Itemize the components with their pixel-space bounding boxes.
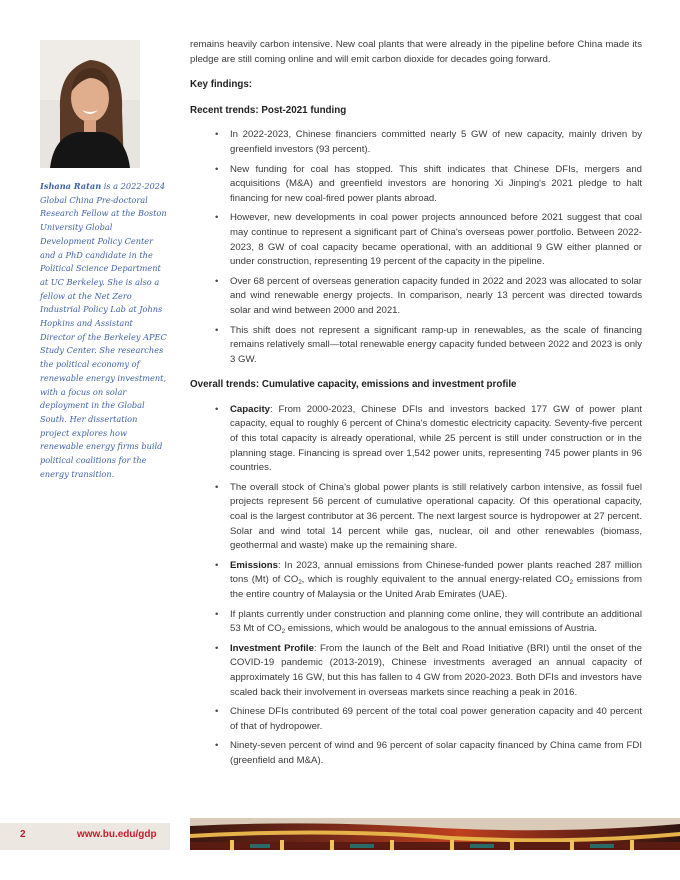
list-item: • Chinese DFIs contributed 69 percent of the total coal power generation capacity and 40 percent of that of hydropower.: [230, 705, 642, 734]
list-item: • Ninety-seven percent of wind and 96 percent of solar capacity financed by China came from FDI (greenfield and M&A).: [230, 739, 642, 768]
overall-trends-list: [190, 403, 642, 769]
list-item: • Over 68 percent of overseas generation capacity funded in 2022 and 2023 was allocated to solar and wind renewable energy projects. In comparison, nearly 13 percent was directed towards solar and wind between 2000 and 2021.: [230, 275, 642, 319]
list-item: • The overall stock of China's global power plants is still relatively carbon intensive, as fossil fuel projects represent 56 percent of cumulative operational capacity. Of this operational capacity, coal is the largest contributor at 36 percent. The next largest source is hydropower at 27 percent. Solar and wind total 14 percent while gas, nuclear, oil and other renewables (biomass, geothermal and waste) make up the remaining share.: [230, 481, 642, 554]
investment-label: Investment Profile: [230, 642, 314, 654]
future-text-a: If plants currently under construction and planning come online, they will contribute an additional 53 Mt of CO: [230, 608, 642, 635]
footer-url-link[interactable]: www.bu.edu/gdp: [77, 829, 157, 840]
author-photo: [40, 40, 140, 168]
author-name: Ishana Ratan: [40, 181, 102, 191]
co2-subscript: 2: [569, 580, 573, 587]
list-item: • This shift does not represent a significant ramp-up in renewables, as the scale of financing remains relatively small—total renewable energy capacity funded between 2022 and 2023 is only 3 GW.: [230, 324, 642, 368]
capacity-text: : From 2000-2023, Chinese DFIs and investors backed 177 GW of power plant capacity, equal to roughly 6 percent of China's domestic electricity capacity. Seventy-five percent of this total capacity is already operational, while 25 percent is still under construction or in the planning stage. Financing is spread over 1,542 power units, representing 745 power plants in 96 countries.: [230, 403, 642, 474]
recent-trends-heading: Recent trends: Post-2021 funding: [190, 104, 347, 116]
list-item: [230, 403, 642, 476]
author-photo-image: [40, 40, 140, 168]
author-bio: [40, 180, 168, 481]
main-column: [190, 38, 642, 769]
investment-text: : From the launch of the Belt and Road Initiative (BRI) until the onset of the COVID-19 pandemic (2013-2019), Chinese investments averaged an annual capacity of approximately 16 GW, but this has fallen to 4 GW from 2020-2023. Both DFIs and investors have scaled back their involvement in overseas markets since reaching a peak in 2016.: [230, 642, 642, 698]
list-item: • New funding for coal has stopped. This shift indicates that Chinese DFIs, mergers and acquisitions (M&A) and greenfield investors are honoring Xi Jinping's 2021 pledge to halt financing for new coal-fired power plants abroad.: [230, 163, 642, 207]
emissions-text-a: : In 2023, annual emissions from Chinese-funded power plants reached 287 million tons (Mt) of CO: [230, 559, 642, 586]
list-item: [230, 608, 642, 637]
emissions-text-b: , which is roughly equivalent to the annual energy-related CO: [301, 574, 570, 586]
intro-paragraph: remains heavily carbon intensive. New coal plants that were already in the pipeline before China made its pledge are still coming online and will emit carbon dioxide for decades going forward.: [190, 39, 642, 65]
capacity-label: Capacity: [230, 403, 270, 415]
recent-trends-list: [190, 128, 642, 367]
co2-subscript: 2: [298, 580, 302, 587]
page-number: 2: [20, 829, 26, 840]
key-findings-heading: Key findings:: [190, 79, 253, 91]
footer-banner-image: [190, 818, 680, 850]
list-item: • However, new developments in coal power projects announced before 2021 suggest that coal may continue to represent a significant part of China's overseas power portfolio. Between 2022-2023, 8 GW of coal capacity became operational, with an additional 9 GW either planned or under construction, representing 19 percent of the capacity in the pipeline.: [230, 211, 642, 269]
list-item: [230, 642, 642, 700]
overall-trends-heading: Overall trends: Cumulative capacity, emissions and investment profile: [190, 379, 517, 391]
temple-roof-image: [190, 818, 680, 850]
list-item: • In 2022-2023, Chinese financiers committed nearly 5 GW of new capacity, mainly driven by greenfield investors (93 percent).: [230, 128, 642, 157]
co2-subscript: 2: [281, 629, 286, 636]
emissions-text-c: emissions from the entire country of Malaysia or the United Arab Emirates (UAE).: [230, 574, 643, 600]
list-item: [230, 559, 642, 603]
emissions-label: Emissions: [230, 559, 278, 571]
author-bio-text: is a 2022-2024 Global China Pre-doctoral Research Fellow at the Boston University Global Development Policy Center and a PhD candidate in the Political Science Department at UC Berkeley. She is also a fellow at the Net Zero Industrial Policy Lab at Johns Hopkins and Assistant Director of the Berkeley APEC Study Center. She researches the political economy of renewable energy investment, with a focus on solar deployment in the Global South. Her dissertation project explores how renewable energy firms build political coalitions for the energy transition.: [40, 181, 167, 479]
future-text-b: emissions, which would be analogous to the annual emissions of Austria.: [285, 623, 598, 635]
